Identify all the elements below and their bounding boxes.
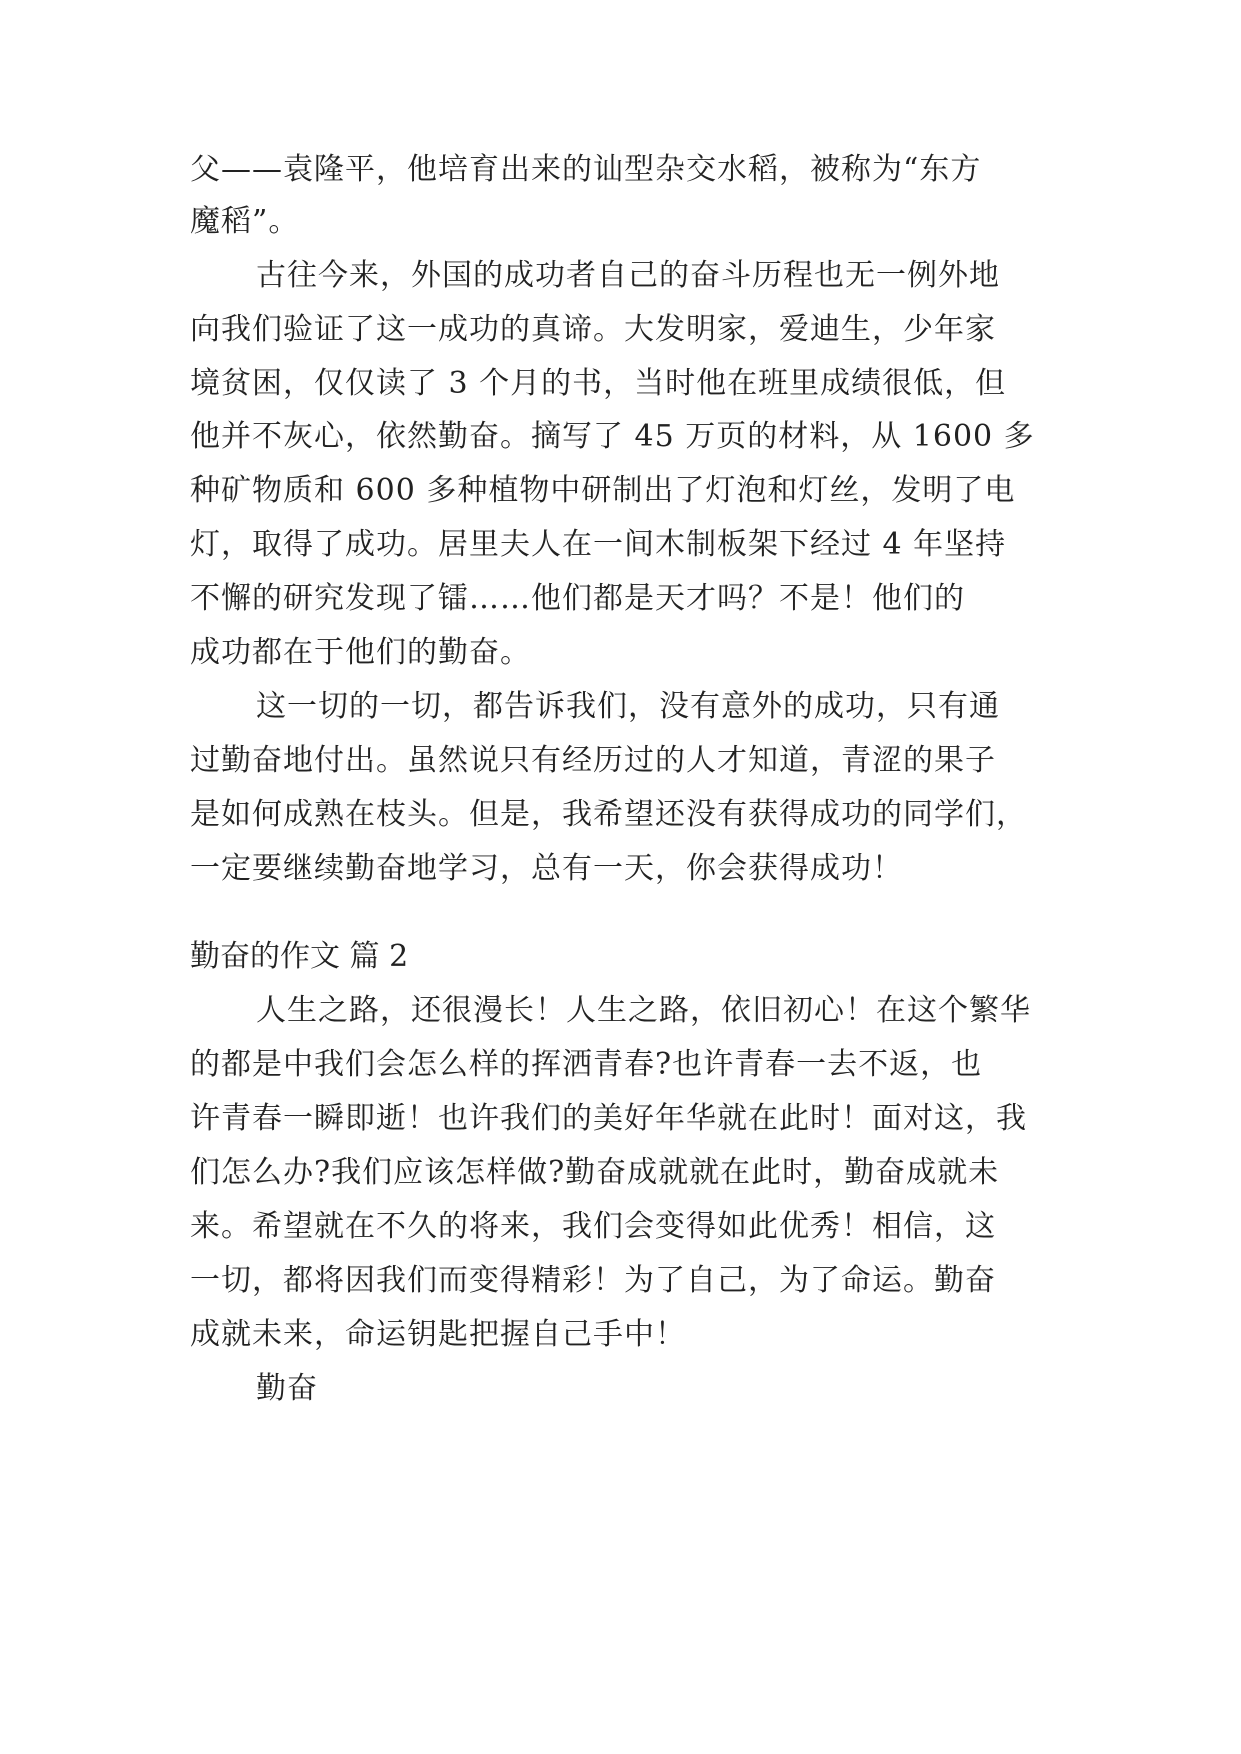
text-line: 一切，都将因我们而变得精彩！为了自己，为了命运。勤奋 [190, 1263, 996, 1298]
text-line: 成就未来，命运钥匙把握自己手中！ [190, 1317, 686, 1352]
text-line: 古往今来，外国的成功者自己的奋斗历程也无一例外地 [256, 258, 1000, 293]
text-line: 境贫困，仅仅读了 3 个月的书，当时他在班里成绩很低，但 [190, 366, 1007, 401]
text-line: 这一切的一切，都告诉我们，没有意外的成功，只有通 [256, 689, 1000, 724]
text-line: 他并不灰心，依然勤奋。摘写了 45 万页的材料，从 1600 多 [190, 419, 1035, 454]
text-line: 灯，取得了成功。居里夫人在一间木制板架下经过 4 年坚持 [190, 527, 1007, 562]
text-line: 的都是中我们会怎么样的挥洒青春?也许青春一去不返，也 [190, 1047, 983, 1082]
text-line: 勤奋 [256, 1371, 318, 1406]
text-line: 不懈的研究发现了镭……他们都是天才吗？不是！他们的 [190, 581, 965, 616]
text-line: 魔稻”。 [190, 204, 300, 239]
text-line: 一定要继续勤奋地学习，总有一天，你会获得成功！ [190, 851, 903, 886]
text-line: 向我们验证了这一成功的真谛。大发明家，爱迪生，少年家 [190, 312, 996, 347]
text-line: 过勤奋地付出。虽然说只有经历过的人才知道，青涩的果子 [190, 743, 996, 778]
text-line: 来。希望就在不久的将来，我们会变得如此优秀！相信，这 [190, 1209, 996, 1244]
text-line: 父——袁隆平，他培育出来的讪型杂交水稻，被称为“东方 [190, 152, 982, 187]
text-line: 人生之路，还很漫长！人生之路，依旧初心！在这个繁华 [256, 993, 1031, 1028]
text-line: 许青春一瞬即逝！也许我们的美好年华就在此时！面对这，我 [190, 1101, 1027, 1136]
text-line: 是如何成熟在枝头。但是，我希望还没有获得成功的同学们， [190, 797, 1027, 832]
text-line: 成功都在于他们的勤奋。 [190, 635, 531, 670]
section-heading: 勤奋的作文 篇 2 [190, 939, 409, 974]
text-line: 们怎么办?我们应该怎样做?勤奋成就就在此时，勤奋成就未 [190, 1155, 1000, 1190]
text-line: 种矿物质和 600 多种植物中研制出了灯泡和灯丝，发明了电 [190, 473, 1016, 508]
